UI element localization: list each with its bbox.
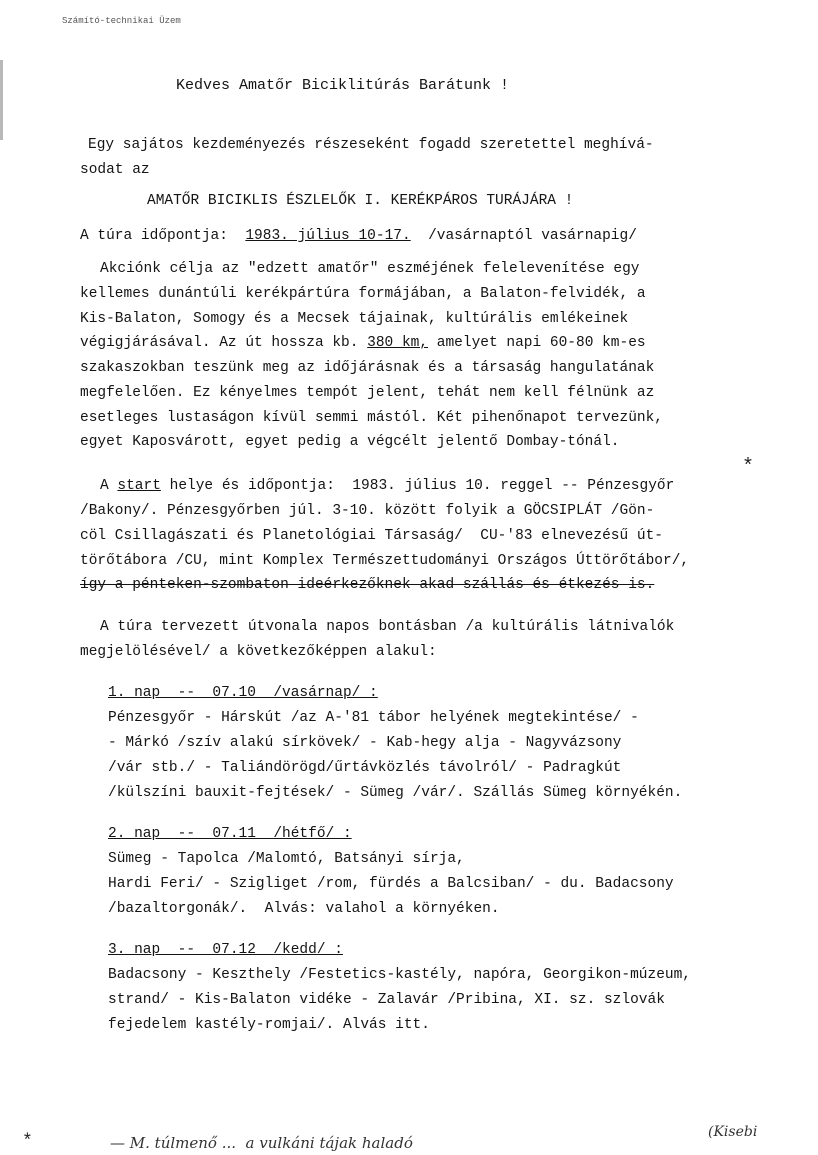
start-line-1 xyxy=(100,478,674,494)
day-heading: 1. nap -- 07.10 /vasárnap/ : xyxy=(108,685,378,701)
start-prefix: A xyxy=(100,478,109,494)
day-line: - Márkó /szív alakú sírkövek/ - Kab-hegy alja - Nagyvázsony xyxy=(108,735,622,751)
route-line: A túra tervezett útvonala napos bontásban /a kultúrális látnivalók xyxy=(100,619,675,635)
day-line: Pénzesgyőr - Hárskút /az A-'81 tábor helyének megtekintése/ - xyxy=(108,710,639,726)
aim-line: végigjárásával. Az út hossza kb. xyxy=(80,335,359,351)
start-line: cöl Csillagászati és Planetológiai Társaság/ CU-'83 elnevezésű út- xyxy=(80,528,663,544)
asterisk-mark: * xyxy=(742,456,755,479)
intro-line-1: Egy sajátos kezdeményezés részeseként fogadd szeretettel meghívá- xyxy=(88,137,654,153)
aim-line-with-distance xyxy=(80,335,646,351)
day-line: Sümeg - Tapolca /Malomtó, Batsányi sírja, xyxy=(108,851,465,867)
handwritten-corner-note: (Kisebi xyxy=(708,1124,758,1140)
aim-line: megfelelően. Ez kényelmes tempót jelent, tehát nem kell félnünk az xyxy=(80,385,655,401)
start-line: /Bakony/. Pénzesgyőrben júl. 3-10. között folyik a GÖCSIPLÁT /Gön- xyxy=(80,503,655,519)
start-line: helye és időpontja: 1983. július 10. reggel -- Pénzesgyőr xyxy=(169,478,675,494)
header-stamp: Számító-technikai Üzem xyxy=(62,16,181,26)
aim-line: szakaszokban teszünk meg az időjárásnak és a társaság hangulatának xyxy=(80,360,655,376)
day-line: /vár stb./ - Taliándörögd/űrtávközlés távolról/ - Padragkút xyxy=(108,760,622,776)
event-title: AMATŐR BICIKLIS ÉSZLELŐK I. KERÉKPÁROS TURÁJÁRA ! xyxy=(147,193,574,209)
aim-line: egyet Kaposvárott, egyet pedig a végcélt jelentő Dombay-tónál. xyxy=(80,434,620,450)
day-line: fejedelem kastély-romjai/. Alvás itt. xyxy=(108,1017,430,1033)
date-value: 1983. július 10-17. xyxy=(245,228,411,244)
aim-line: Akciónk célja az "edzett amatőr" eszméjének felelevenítése egy xyxy=(100,261,640,277)
aim-line: kellemes dunántúli kerékpártúra formájában, a Balaton-felvidék, a xyxy=(80,286,646,302)
handwritten-note: — M. túlmenő ... a vulkáni tájak haladó xyxy=(110,1134,413,1152)
route-line: megjelölésével/ a következőképpen alakul: xyxy=(80,644,437,660)
aim-line: Kis-Balaton, Somogy és a Mecsek tájainak, kultúrális emlékeinek xyxy=(80,311,629,327)
day-heading: 2. nap -- 07.11 /hétfő/ : xyxy=(108,826,352,842)
day-line: strand/ - Kis-Balaton vidéke - Zalavár /Pribina, XI. sz. szlovák xyxy=(108,992,665,1008)
start-word: start xyxy=(117,478,161,494)
day-line: /bazaltorgonák/. Alvás: valahol a környéken. xyxy=(108,901,500,917)
bottom-asterisk: * xyxy=(22,1132,33,1152)
day-line: /külszíni bauxit-fejtések/ - Sümeg /vár/. Szállás Sümeg környékén. xyxy=(108,785,683,801)
start-line: törőtábora /CU, mint Komplex Természettudományi Országos Úttörőtábor/, xyxy=(80,553,690,569)
aim-line: amelyet napi 60-80 km-es xyxy=(436,335,646,351)
start-line: így a pénteken-szombaton ideérkezőknek akad szállás és étkezés is. xyxy=(80,577,655,593)
aim-line: esetleges lustaságon kívül semmi mástól. Két pihenőnapot tervezünk, xyxy=(80,410,663,426)
day-line: Badacsony - Keszthely /Festetics-kastély, napóra, Georgikon-múzeum, xyxy=(108,967,691,983)
intro-line-2: sodat az xyxy=(80,162,150,178)
date-label: A túra időpontja: xyxy=(80,228,228,244)
greeting: Kedves Amatőr Biciklitúrás Barátunk ! xyxy=(176,77,510,94)
scan-edge-mark xyxy=(0,60,19,140)
date-line xyxy=(80,228,637,244)
route-distance: 380 km, xyxy=(367,335,429,351)
day-heading: 3. nap -- 07.12 /kedd/ : xyxy=(108,942,343,958)
day-line: Hardi Feri/ - Szigliget /rom, fürdés a Balcsiban/ - du. Badacsony xyxy=(108,876,674,892)
date-suffix: /vasárnaptól vasárnapig/ xyxy=(428,228,637,244)
